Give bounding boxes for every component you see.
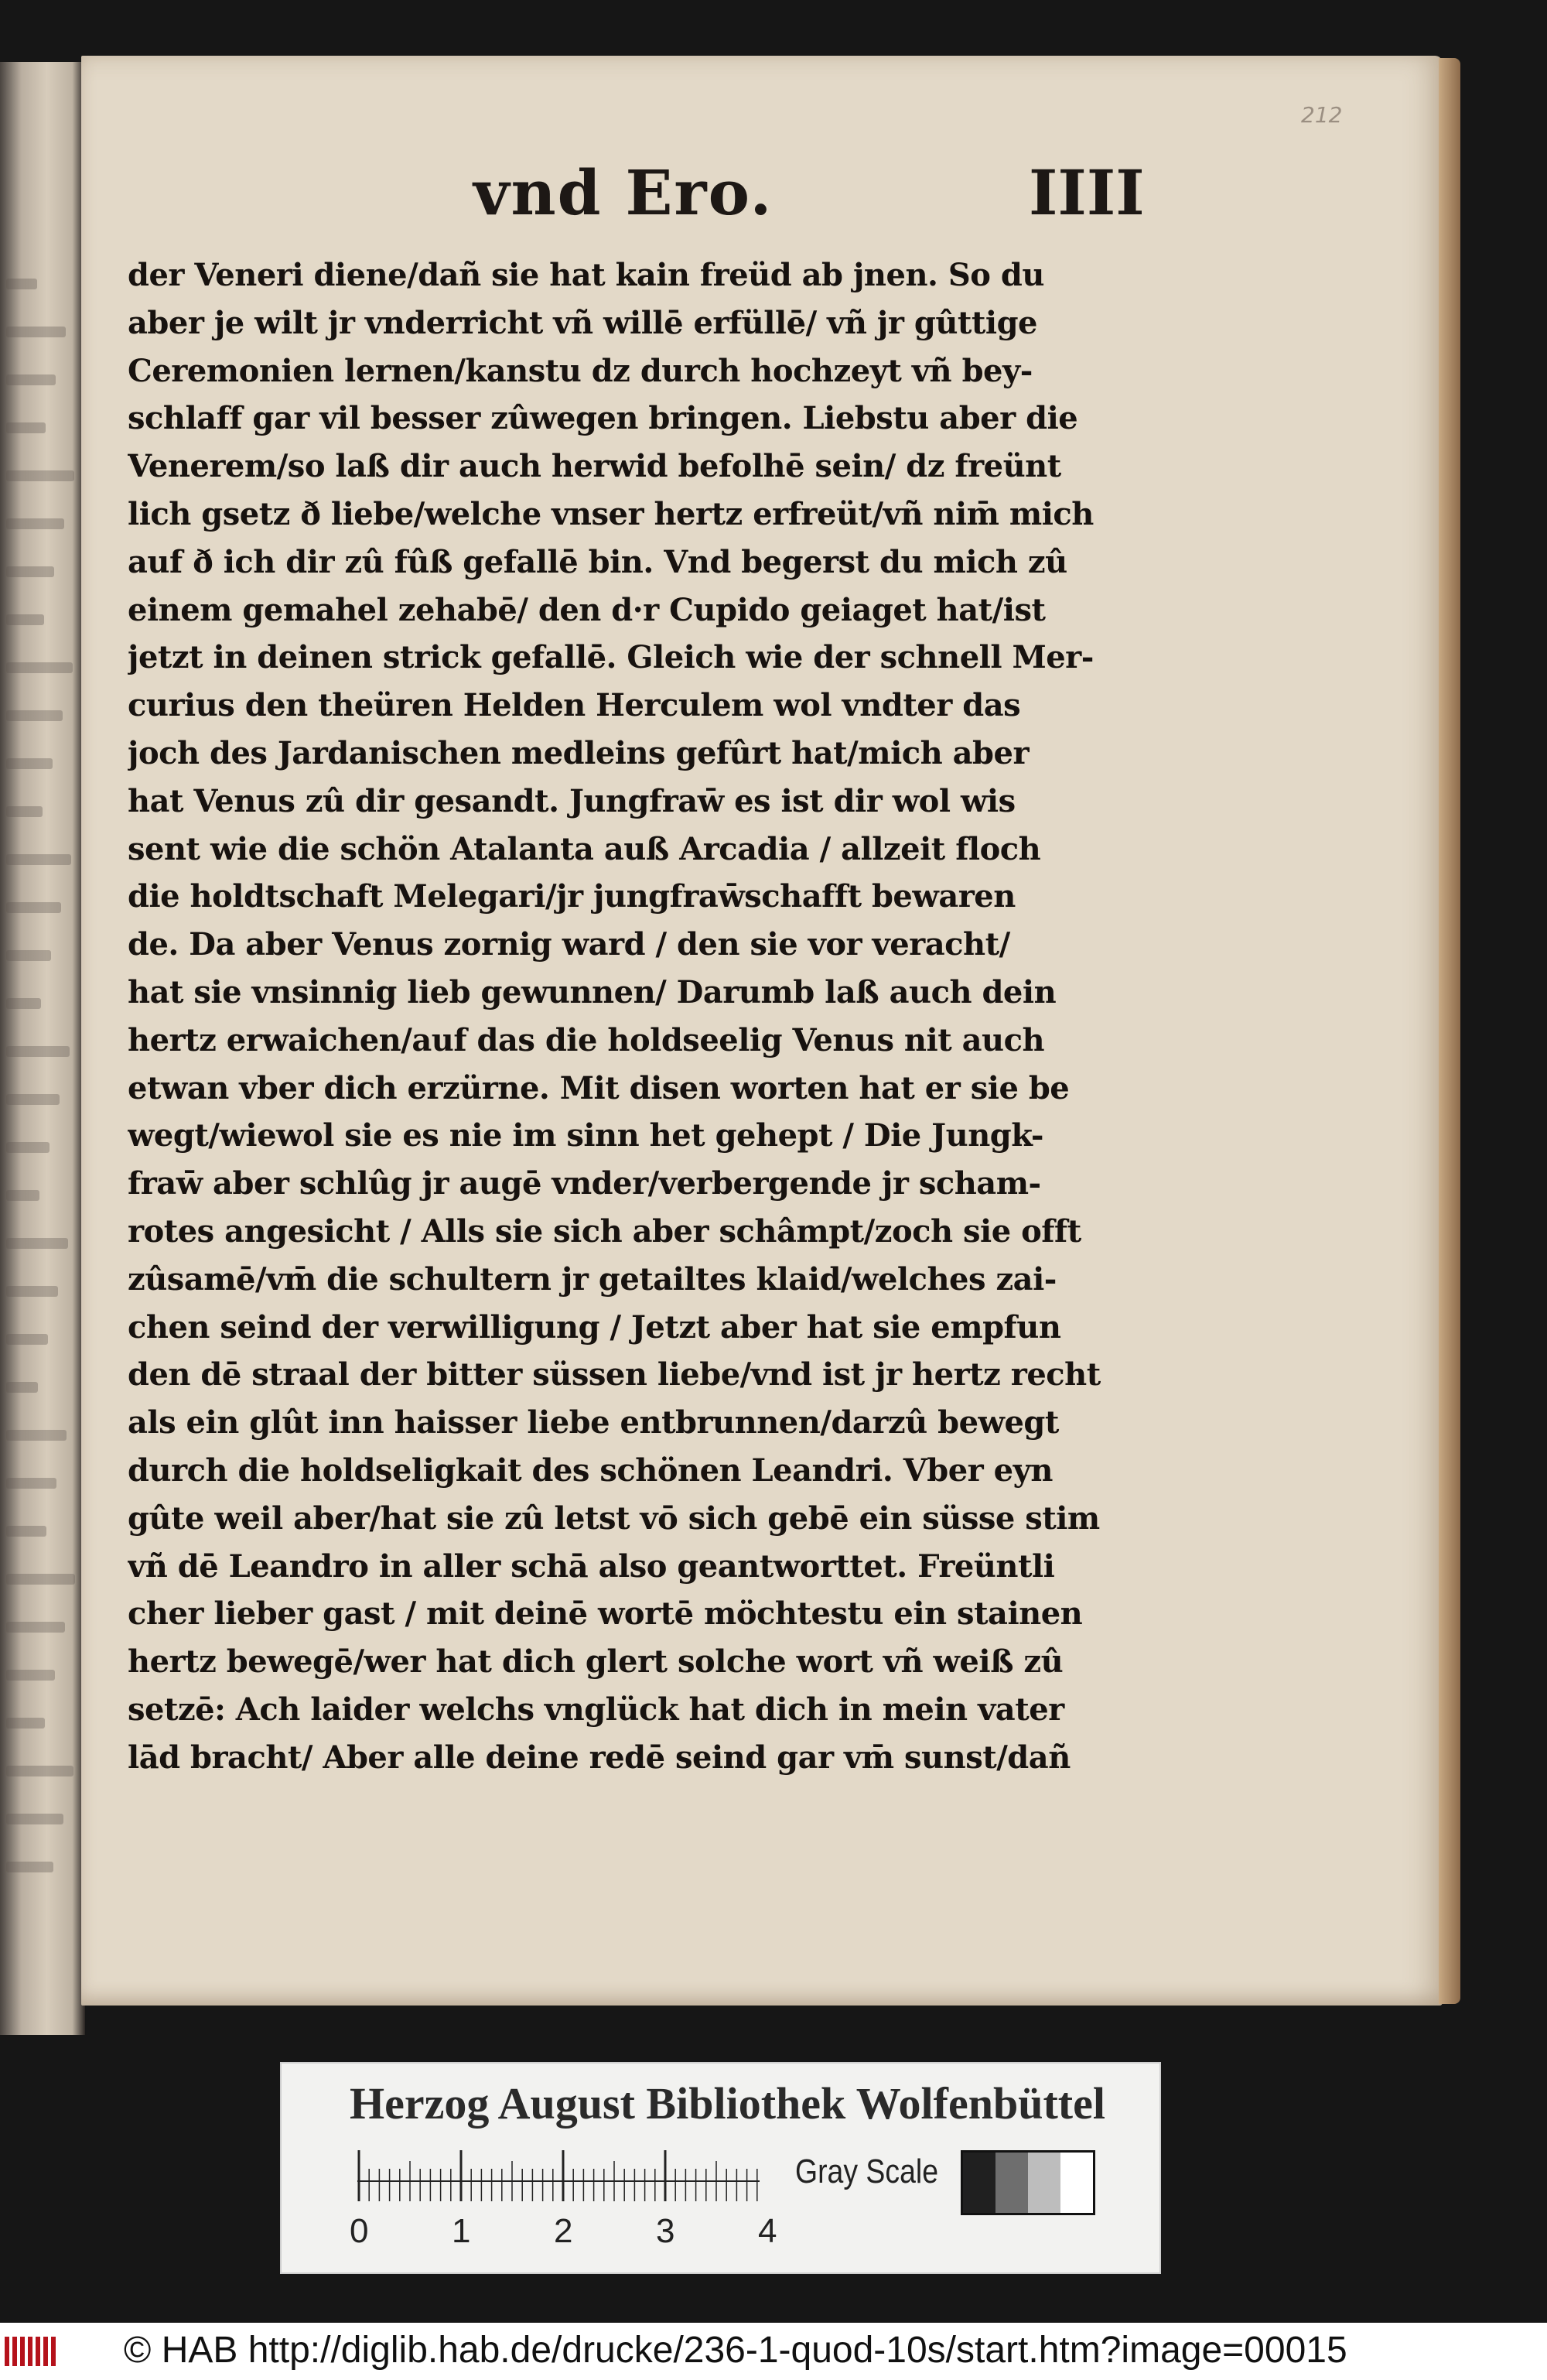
footer-bar bbox=[0, 2323, 1547, 2380]
facing-page-edge bbox=[0, 62, 85, 2035]
show-through-mark bbox=[6, 1766, 73, 1776]
text-line: schlaff gar vil besser zûwegen bringen. Liebstu aber die bbox=[128, 400, 1078, 437]
text-line: wegt/wiewol sie es nie im sinn het gehept / Die Jungk- bbox=[128, 1117, 1043, 1154]
show-through-mark bbox=[6, 1526, 46, 1537]
show-through-mark bbox=[6, 854, 71, 865]
text-line: curius den theüren Helden Herculem wol vndter das bbox=[128, 687, 1021, 724]
text-line: de. Da aber Venus zornig ward / den sie vor veracht/ bbox=[128, 926, 1010, 963]
text-line: die holdtschaft Melegari/jr jungfraw̄schafft bewaren bbox=[128, 878, 1016, 915]
show-through-mark bbox=[6, 1622, 65, 1633]
show-through-mark bbox=[6, 1574, 75, 1585]
text-line: sent wie die schön Atalanta auß Arcadia / allzeit floch bbox=[128, 830, 1041, 867]
text-line: cher lieber gast / mit deinē wortē möchtestu ein stainen bbox=[128, 1595, 1083, 1633]
show-through-mark bbox=[6, 614, 44, 625]
text-line: etwan vber dich erzürne. Mit disen worten hat er sie be bbox=[128, 1069, 1070, 1106]
show-through-mark bbox=[6, 374, 56, 385]
show-through-mark bbox=[6, 806, 43, 817]
show-through-mark bbox=[6, 1046, 70, 1057]
show-through-mark bbox=[6, 566, 54, 577]
show-through-mark bbox=[6, 327, 66, 337]
show-through-mark bbox=[6, 518, 64, 529]
main-text-block bbox=[128, 251, 1125, 1782]
show-through-mark bbox=[6, 422, 46, 433]
text-line: Venerem/so laß dir auch herwid befolhē sein/ dz freünt bbox=[128, 448, 1061, 485]
gray-scale-label: Gray Scale bbox=[795, 2153, 938, 2190]
text-line: durch die holdseligkait des schönen Leandri. Vber eyn bbox=[128, 1452, 1053, 1489]
text-line: als ein glût inn haisser liebe entbrunnen/darzû bewegt bbox=[128, 1404, 1059, 1441]
text-line: einem gemahel zehabē/ den d·r Cupido geiaget hat/ist bbox=[128, 591, 1046, 628]
text-line: aber je wilt jr vnderricht vñ willē erfüllē/ vñ jr gûttige bbox=[128, 304, 1037, 341]
scale-ruler bbox=[357, 2150, 760, 2212]
text-line: jetzt in deinen strick gefallē. Gleich wie der schnell Mer- bbox=[128, 639, 1094, 676]
scale-number: 0 bbox=[350, 2212, 369, 2250]
show-through-mark bbox=[6, 662, 73, 673]
show-through-mark bbox=[6, 1478, 56, 1489]
text-line: zûsamē/vm̄ die schultern jr getailtes klaid/welches zai- bbox=[128, 1260, 1057, 1298]
text-line: joch des Jardanischen medleins gefûrt hat/mich aber bbox=[128, 734, 1030, 771]
page-fore-edge bbox=[1439, 58, 1460, 2004]
text-line: Ceremonien lernen/kanstu dz durch hochzeyt vñ bey- bbox=[128, 352, 1033, 389]
show-through-mark bbox=[6, 1862, 53, 1872]
gray-swatch bbox=[1060, 2153, 1093, 2213]
show-through-mark bbox=[6, 1286, 58, 1297]
text-line: auf ð ich dir zû fûß gefallē bin. Vnd begerst du mich zû bbox=[128, 543, 1067, 580]
page-number: IIII bbox=[1029, 156, 1145, 229]
text-line: hertz erwaichen/auf das die holdseelig Venus nit auch bbox=[128, 1021, 1045, 1058]
show-through-mark bbox=[6, 1142, 50, 1153]
text-line: lād bracht/ Aber alle deine redē seind gar vm̄ sunst/dañ bbox=[128, 1739, 1071, 1776]
show-through-mark bbox=[6, 1430, 67, 1441]
show-through-mark bbox=[6, 710, 63, 721]
show-through-mark bbox=[6, 950, 51, 961]
hab-logo-icon bbox=[3, 2332, 65, 2371]
show-through-mark bbox=[6, 1334, 48, 1345]
text-line: der Veneri diene/dañ sie hat kain freüd ab jnen. So du bbox=[128, 257, 1044, 293]
text-line: rotes angesicht / Alls sie sich aber schâmpt/zoch sie offt bbox=[128, 1212, 1081, 1250]
show-through-mark bbox=[6, 902, 61, 913]
show-through-mark bbox=[6, 998, 41, 1009]
text-line: gûte weil aber/hat sie zû letst vō sich gebē ein süsse stim bbox=[128, 1499, 1100, 1537]
folio-pencil-note: 212 bbox=[1301, 102, 1343, 128]
color-target-card bbox=[280, 2062, 1161, 2274]
scale-number: 1 bbox=[452, 2212, 471, 2250]
text-line: lich gsetz ð liebe/welche vnser hertz erfreüt/vñ nim̄ mich bbox=[128, 495, 1094, 532]
library-name: Herzog August Bibliothek Wolfenbüttel bbox=[350, 2078, 1105, 2129]
gray-swatch bbox=[995, 2153, 1028, 2213]
scale-number: 2 bbox=[554, 2212, 573, 2250]
text-line: fraw̄ aber schlûg jr augē vnder/verbergende jr scham- bbox=[128, 1165, 1041, 1202]
show-through-mark bbox=[6, 1718, 45, 1729]
gray-swatch bbox=[1028, 2153, 1060, 2213]
show-through-mark bbox=[6, 1094, 60, 1105]
text-line: den dē straal der bitter süssen liebe/vnd ist jr hertz recht bbox=[128, 1356, 1101, 1393]
show-through-mark bbox=[6, 1238, 68, 1249]
show-through-mark bbox=[6, 758, 53, 769]
text-line: hat sie vnsinnig lieb gewunnen/ Darumb laß auch dein bbox=[128, 973, 1057, 1010]
scale-number: 3 bbox=[656, 2212, 675, 2250]
show-through-mark bbox=[6, 279, 37, 289]
text-line: vñ dē Leandro in aller schā also geantworttet. Freüntli bbox=[128, 1547, 1055, 1585]
running-head: vnd Ero. bbox=[473, 156, 774, 229]
show-through-mark bbox=[6, 1190, 39, 1201]
show-through-mark bbox=[6, 1382, 38, 1393]
scale-number: 4 bbox=[758, 2212, 777, 2250]
show-through-mark bbox=[6, 1670, 55, 1681]
show-through-mark bbox=[6, 470, 74, 481]
text-line: hertz bewegē/wer hat dich glert solche wort vñ weiß zû bbox=[128, 1643, 1064, 1681]
text-line: hat Venus zû dir gesandt. Jungfraw̄ es ist dir wol wis bbox=[128, 782, 1016, 819]
gray-swatch bbox=[963, 2153, 995, 2213]
text-line: setzē: Ach laider welchs vnglück hat dich in mein vater bbox=[128, 1691, 1064, 1728]
gray-scale-swatches bbox=[961, 2150, 1095, 2215]
source-url[interactable]: © HAB http://diglib.hab.de/drucke/236-1-quod-10s/start.htm?image=00015 bbox=[124, 2330, 1347, 2371]
show-through-mark bbox=[6, 1814, 63, 1824]
text-line: chen seind der verwilligung / Jetzt aber hat sie empfun bbox=[128, 1308, 1061, 1346]
